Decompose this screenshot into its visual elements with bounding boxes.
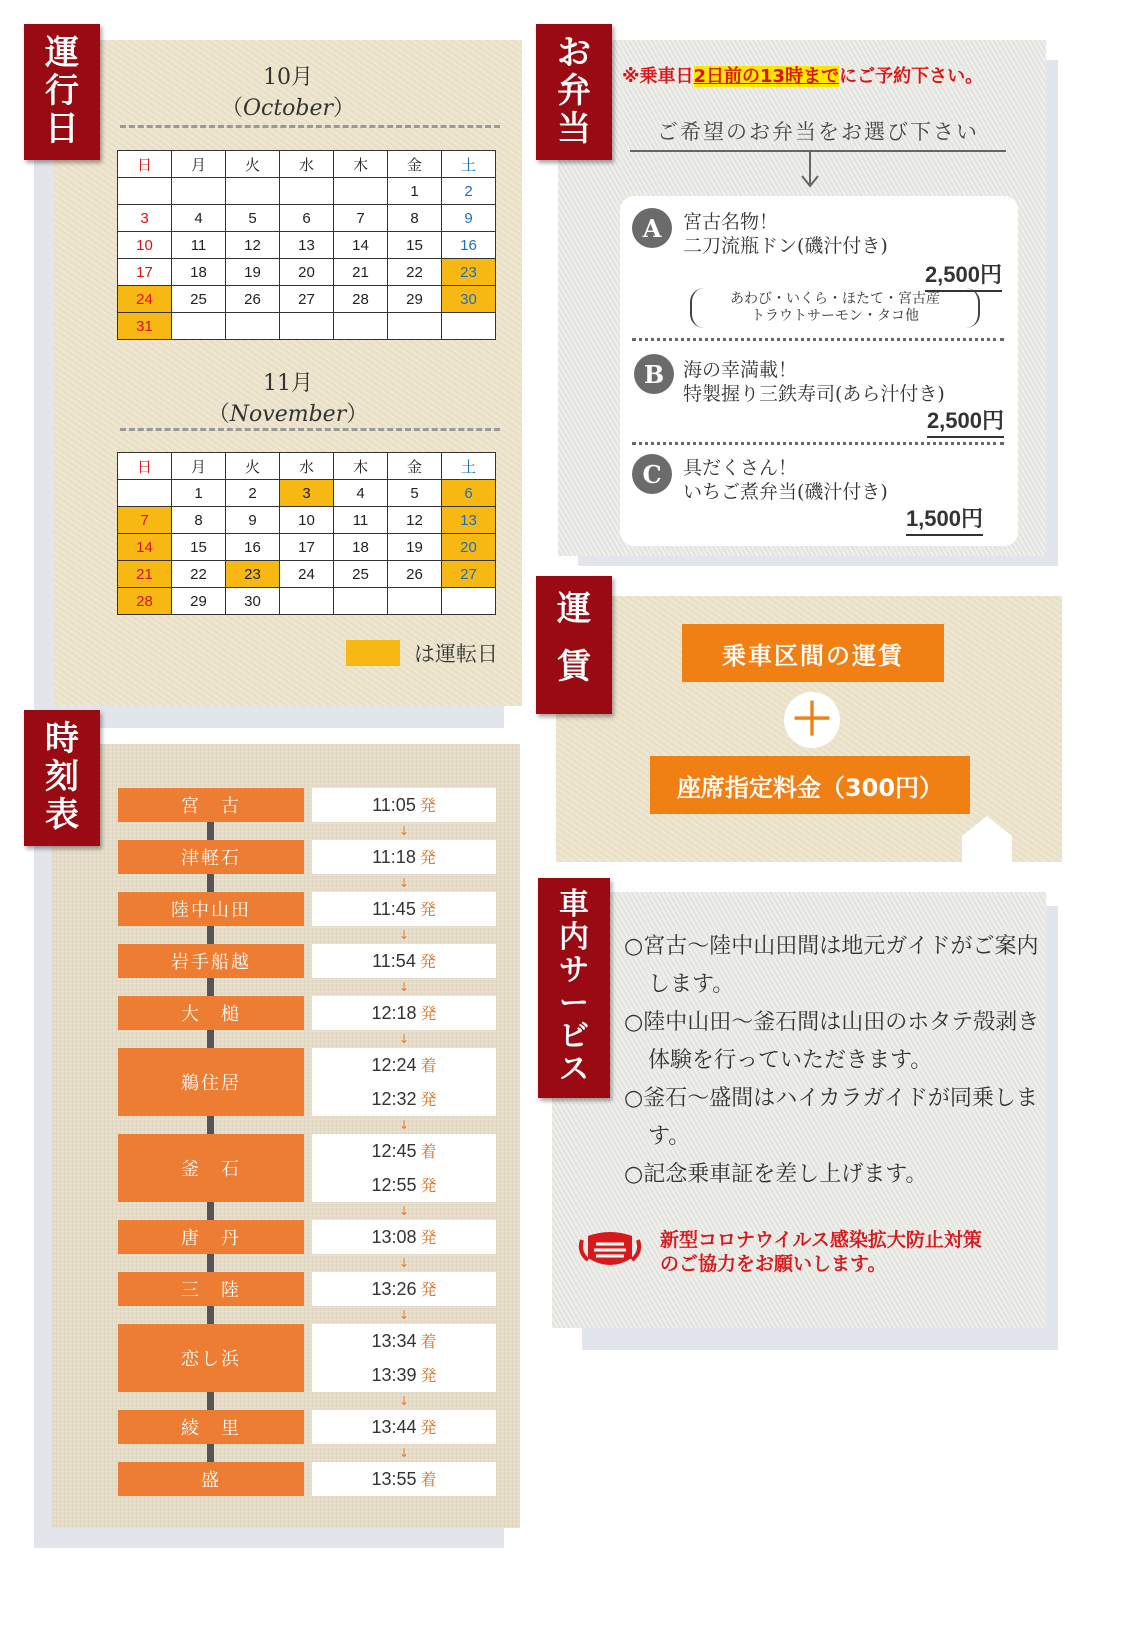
service-list [624, 928, 1044, 1194]
weekday-header: 木 [334, 453, 388, 480]
calendar-day: 3 [118, 205, 172, 232]
route-line [207, 1444, 214, 1462]
down-arrow-icon: ↓ [399, 1308, 410, 1322]
time-entry [312, 996, 496, 1030]
time-kind: 発 [420, 1228, 437, 1247]
time-value: 12:55 [371, 1175, 417, 1195]
covid-notice: 新型コロナウイルス感染拡大防止対策 のご協力をお願いします。 [660, 1229, 982, 1275]
timetable-row [118, 1462, 496, 1496]
legend-swatch [346, 640, 400, 666]
route-line [207, 1030, 214, 1048]
time-kind: 着 [420, 1142, 437, 1161]
time-entry [312, 1358, 496, 1392]
route-line [207, 1306, 214, 1324]
time-entry [312, 1168, 496, 1202]
time-value: 11:18 [372, 847, 416, 867]
calendar-day: 30 [442, 286, 496, 313]
calendar-day [280, 178, 334, 205]
weekday-header: 日 [118, 151, 172, 178]
station-name: 綾 里 [118, 1410, 304, 1444]
calendar-day: 21 [334, 259, 388, 286]
fare-box-seat: 座席指定料金（300円） [650, 756, 970, 814]
time-value: 13:44 [371, 1417, 417, 1437]
down-arrow-icon: ↓ [399, 1118, 410, 1132]
bento-notice: ※乗車日2日前の13時までにご予約下さい。 [622, 66, 984, 87]
time-value: 12:45 [371, 1141, 417, 1161]
weekday-header: 月 [172, 151, 226, 178]
calendar-day: 7 [118, 507, 172, 534]
calendar-day: 5 [226, 205, 280, 232]
station-name: 鵜住居 [118, 1048, 304, 1116]
time-kind: 発 [420, 1004, 437, 1023]
down-arrow-icon: ↓ [399, 1032, 410, 1046]
calendar-day: 25 [334, 561, 388, 588]
operating-days-tag: 運 行 日 [24, 24, 100, 160]
station-name: 唐 丹 [118, 1220, 304, 1254]
calendar-day: 29 [388, 286, 442, 313]
weekday-header: 土 [442, 151, 496, 178]
calendar-day [334, 588, 388, 615]
calendar-day: 14 [118, 534, 172, 561]
calendar-day: 15 [388, 232, 442, 259]
calendar-day: 12 [388, 507, 442, 534]
time-value: 13:39 [371, 1365, 417, 1385]
time-value: 13:26 [371, 1279, 417, 1299]
calendar-day [118, 480, 172, 507]
october-calendar [117, 150, 496, 340]
calendar-day: 17 [280, 534, 334, 561]
calendar-day: 5 [388, 480, 442, 507]
house-shape [962, 836, 1012, 862]
calendar-day: 18 [172, 259, 226, 286]
bento-a-title: 宮古名物！ 二刀流瓶ドン(磯汁付き) [683, 211, 888, 257]
calendar-day: 12 [226, 232, 280, 259]
timetable-row [118, 788, 496, 822]
calendar-day [280, 313, 334, 340]
calendar-day: 1 [388, 178, 442, 205]
calendar-day: 28 [334, 286, 388, 313]
calendar-day [118, 178, 172, 205]
time-entry [312, 944, 496, 978]
station-name: 盛 [118, 1462, 304, 1496]
time-value: 13:34 [371, 1331, 417, 1351]
calendar-day [334, 178, 388, 205]
calendar-day: 21 [118, 561, 172, 588]
calendar-day: 2 [226, 480, 280, 507]
route-line [207, 926, 214, 944]
calendar-day: 31 [118, 313, 172, 340]
calendar-day: 10 [118, 232, 172, 259]
fare-tag: 運 賃 [536, 576, 612, 714]
weekday-header: 水 [280, 151, 334, 178]
weekday-header: 土 [442, 453, 496, 480]
time-entry [312, 1082, 496, 1116]
calendar-day: 30 [226, 588, 280, 615]
calendar-day [442, 313, 496, 340]
calendar-day: 6 [442, 480, 496, 507]
time-value: 13:55 [371, 1469, 417, 1489]
divider [632, 338, 1004, 341]
bento-c-title: 具だくさん！ いちご煮弁当(磯汁付き) [683, 457, 888, 503]
calendar-day: 6 [280, 205, 334, 232]
calendar-day: 22 [172, 561, 226, 588]
route-line [207, 1116, 214, 1134]
timetable-row [118, 996, 496, 1030]
time-kind: 発 [419, 900, 436, 919]
legend-label: は運転日 [414, 642, 498, 666]
time-value: 11:45 [372, 899, 416, 919]
route-line [207, 978, 214, 996]
calendar-day: 20 [280, 259, 334, 286]
calendar-day: 26 [388, 561, 442, 588]
down-arrow-icon: ↓ [399, 1256, 410, 1270]
time-entry [312, 1220, 496, 1254]
calendar-day: 8 [388, 205, 442, 232]
time-entry [312, 1462, 496, 1496]
timetable-row [118, 1220, 496, 1254]
service-item: ○陸中山田～釜石間は山田のホタテ殻剥き体験を行っていただきます。 [624, 1010, 1040, 1073]
time-kind: 発 [420, 1366, 437, 1385]
time-kind: 発 [420, 1090, 437, 1109]
timetable-row [118, 944, 496, 978]
time-value: 11:05 [372, 795, 416, 815]
legend [346, 638, 498, 668]
calendar-day: 22 [388, 259, 442, 286]
divider [120, 428, 500, 431]
time-value: 12:24 [371, 1055, 417, 1075]
station-name: 陸中山田 [118, 892, 304, 926]
time-cell [312, 788, 496, 822]
calendar-day [388, 588, 442, 615]
calendar-day: 23 [442, 259, 496, 286]
time-kind: 発 [419, 796, 436, 815]
bento-b-title: 海の幸満載！ 特製握り三鉄寿司(あら汁付き) [683, 359, 945, 405]
station-name: 恋し浜 [118, 1324, 304, 1392]
time-kind: 着 [420, 1470, 437, 1489]
time-cell [312, 1048, 496, 1116]
weekday-header: 月 [172, 453, 226, 480]
october-title: 10月 （October） [220, 65, 356, 121]
bento-b-price: 2,500円 [927, 404, 1004, 438]
mask-icon [574, 1230, 646, 1270]
weekday-header: 金 [388, 453, 442, 480]
time-value: 12:18 [371, 1003, 417, 1023]
service-item: ○釜石～盛間はハイカラガイドが同乗します。 [624, 1086, 1038, 1149]
bento-subtitle: ご希望のお弁当をお選び下さい [657, 120, 979, 144]
calendar-day: 24 [280, 561, 334, 588]
down-arrow-icon: ↓ [399, 1446, 410, 1460]
time-cell [312, 1324, 496, 1392]
time-entry [312, 1324, 496, 1358]
time-kind: 発 [420, 1280, 437, 1299]
calendar-day: 2 [442, 178, 496, 205]
time-cell [312, 1272, 496, 1306]
calendar-day: 19 [226, 259, 280, 286]
weekday-header: 金 [388, 151, 442, 178]
station-name: 宮 古 [118, 788, 304, 822]
timetable-row [118, 892, 496, 926]
calendar-day [334, 313, 388, 340]
november-calendar [117, 452, 496, 615]
timetable-row [118, 1410, 496, 1444]
calendar-day: 18 [334, 534, 388, 561]
fare-box-section: 乗車区間の運賃 [682, 624, 944, 682]
time-cell [312, 944, 496, 978]
time-entry [312, 788, 496, 822]
weekday-header: 日 [118, 453, 172, 480]
time-cell [312, 892, 496, 926]
house-roof [962, 816, 1012, 836]
station-name: 岩手船越 [118, 944, 304, 978]
time-cell [312, 1462, 496, 1496]
bento-a-price: 2,500円 [925, 258, 1002, 292]
calendar-day: 9 [442, 205, 496, 232]
time-cell [312, 996, 496, 1030]
calendar-day: 16 [226, 534, 280, 561]
calendar-day: 4 [334, 480, 388, 507]
service-item: ○宮古～陸中山田間は地元ガイドがご案内します。 [624, 934, 1039, 997]
calendar-day: 28 [118, 588, 172, 615]
time-entry [312, 1272, 496, 1306]
calendar-day: 13 [280, 232, 334, 259]
down-arrow-icon: ↓ [399, 980, 410, 994]
time-value: 13:08 [371, 1227, 417, 1247]
calendar-day: 4 [172, 205, 226, 232]
time-entry [312, 1410, 496, 1444]
calendar-day: 16 [442, 232, 496, 259]
time-cell [312, 840, 496, 874]
time-entry [312, 840, 496, 874]
calendar-day: 13 [442, 507, 496, 534]
calendar-day: 17 [118, 259, 172, 286]
time-cell [312, 1134, 496, 1202]
bento-c-price: 1,500円 [906, 502, 983, 536]
calendar-day [388, 313, 442, 340]
bento-a-contents: あわび・いくら・ほたて・宮古産 トラウトサーモン・タコ他 [690, 288, 980, 328]
calendar-day [442, 588, 496, 615]
calendar-day: 7 [334, 205, 388, 232]
weekday-header: 火 [226, 151, 280, 178]
time-cell [312, 1410, 496, 1444]
timetable-row [118, 1324, 496, 1392]
service-tag: 車 内 サ ー ビ ス [538, 878, 610, 1098]
deadline-highlight: 2日前の13時まで [693, 66, 840, 87]
calendar-day: 25 [172, 286, 226, 313]
down-arrow-icon: ↓ [399, 1394, 410, 1408]
weekday-header: 木 [334, 151, 388, 178]
calendar-day: 27 [442, 561, 496, 588]
down-arrow-icon: ↓ [399, 876, 410, 890]
badge-a: A [632, 208, 672, 248]
time-kind: 発 [419, 848, 436, 867]
badge-c: C [632, 454, 672, 494]
bento-tag: お 弁 当 [536, 24, 612, 160]
time-kind: 着 [420, 1056, 437, 1075]
calendar-day: 19 [388, 534, 442, 561]
down-arrow-icon: ↓ [399, 824, 410, 838]
route-line [207, 1254, 214, 1272]
calendar-day: 3 [280, 480, 334, 507]
calendar-day: 8 [172, 507, 226, 534]
time-value: 11:54 [372, 951, 416, 971]
time-entry [312, 1048, 496, 1082]
calendar-day [280, 588, 334, 615]
calendar-day [226, 178, 280, 205]
weekday-header: 水 [280, 453, 334, 480]
route-line [207, 822, 214, 840]
calendar-day: 20 [442, 534, 496, 561]
calendar-day: 26 [226, 286, 280, 313]
station-name: 大 槌 [118, 996, 304, 1030]
calendar-day: 10 [280, 507, 334, 534]
station-name: 三 陸 [118, 1272, 304, 1306]
calendar-day: 11 [334, 507, 388, 534]
calendar-day [172, 313, 226, 340]
badge-b: B [634, 354, 674, 394]
calendar-day: 29 [172, 588, 226, 615]
down-arrow-icon: ↓ [399, 928, 410, 942]
calendar-day [226, 313, 280, 340]
divider [120, 125, 500, 128]
calendar-day: 23 [226, 561, 280, 588]
calendar-day: 11 [172, 232, 226, 259]
november-title: 11月 （November） [207, 371, 369, 427]
station-name: 津軽石 [118, 840, 304, 874]
calendar-day: 9 [226, 507, 280, 534]
divider [632, 442, 1004, 445]
time-kind: 発 [420, 1176, 437, 1195]
time-kind: 発 [419, 952, 436, 971]
time-kind: 発 [420, 1418, 437, 1437]
route-line [207, 874, 214, 892]
timetable-tag: 時 刻 表 [24, 710, 100, 846]
time-kind: 着 [420, 1332, 437, 1351]
timetable-row [118, 1272, 496, 1306]
time-cell [312, 1220, 496, 1254]
service-item: ○記念乗車証を差し上げます。 [624, 1162, 928, 1187]
time-entry [312, 892, 496, 926]
plus-icon: ＋ [784, 692, 840, 748]
down-arrow-icon [800, 152, 820, 188]
route-line [207, 1392, 214, 1410]
calendar-day: 27 [280, 286, 334, 313]
calendar-day [172, 178, 226, 205]
route-line [207, 1202, 214, 1220]
time-value: 12:32 [371, 1089, 417, 1109]
timetable-row [118, 1048, 496, 1116]
calendar-day: 1 [172, 480, 226, 507]
station-name: 釜 石 [118, 1134, 304, 1202]
calendar-day: 14 [334, 232, 388, 259]
timetable-row [118, 840, 496, 874]
down-arrow-icon: ↓ [399, 1204, 410, 1218]
timetable-row [118, 1134, 496, 1202]
time-entry [312, 1134, 496, 1168]
calendar-day: 15 [172, 534, 226, 561]
weekday-header: 火 [226, 453, 280, 480]
calendar-day: 24 [118, 286, 172, 313]
